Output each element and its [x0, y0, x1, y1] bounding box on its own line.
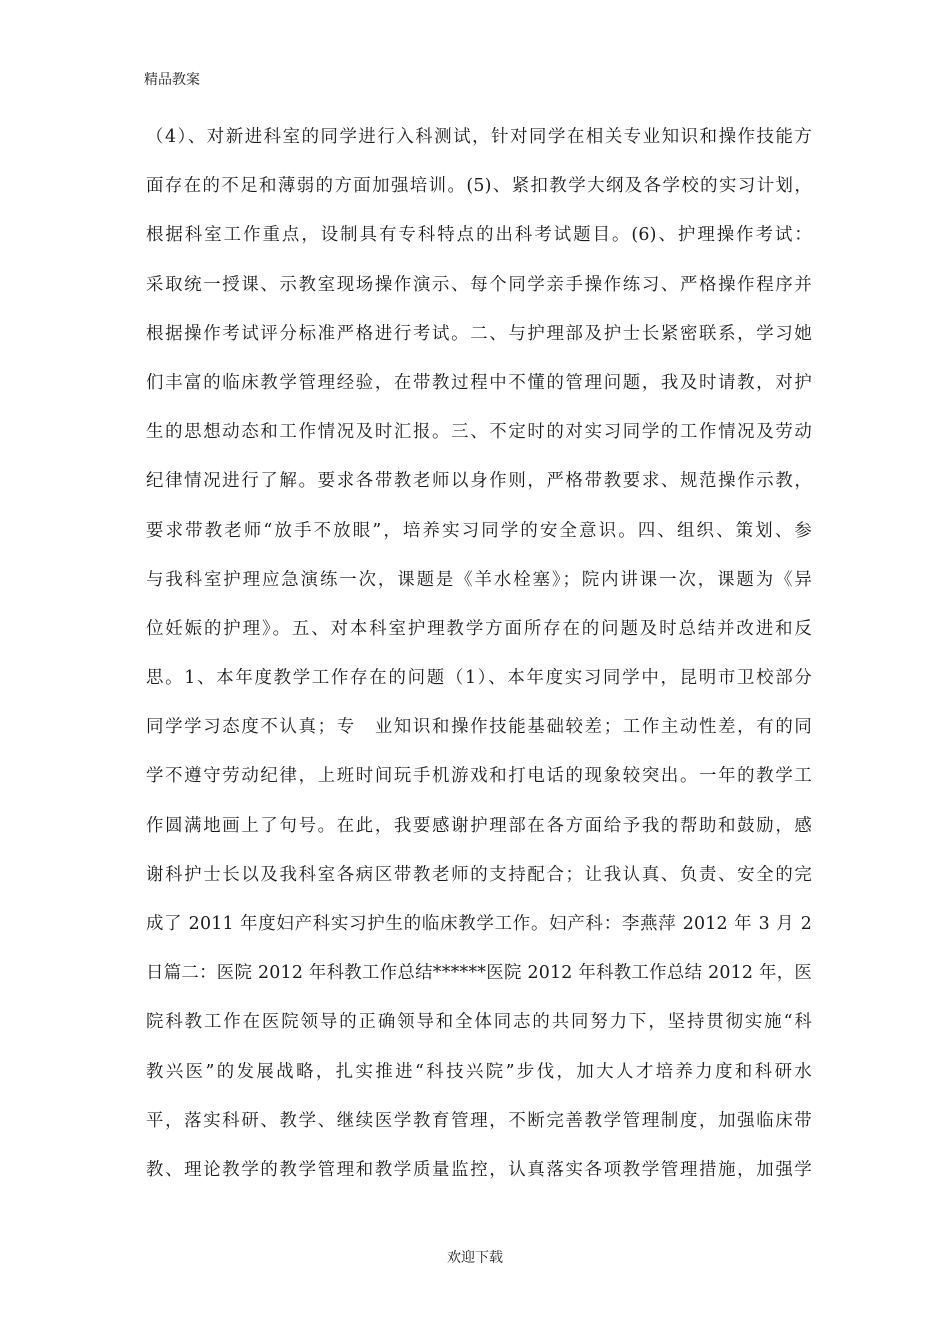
text-line: 作圆满地画上了句号。在此，我要感谢护理部在各方面给予我的帮助和鼓励，感: [146, 815, 812, 836]
document-body: [146, 121, 812, 1203]
text-line: 教兴医”的发展战略，扎实推进“科技兴院”步伐，加大人才培养力度和科研水: [146, 1061, 812, 1082]
text-line: 教、理论教学的教学管理和教学质量监控，认真落实各项教学管理措施，加强学: [146, 1159, 812, 1180]
page-footer: 欢迎下载: [447, 1250, 503, 1266]
text-line: 纪律情况进行了解。要求各带教老师以身作则，严格带教要求、规范操作示教，: [146, 471, 812, 492]
text-line: 谢科护士长以及我科室各病区带教老师的支持配合；让我认真、负责、安全的完: [146, 864, 812, 885]
text-line: 要求带教老师“放手不放眼”，培养实习同学的安全意识。四、组织、策划、参: [146, 520, 812, 541]
text-line: 平，落实科研、教学、继续医学教育管理，不断完善教学管理制度，加强临床带: [146, 1110, 812, 1131]
text-line: 位妊娠的护理》。五、对本科室护理教学方面所存在的问题及时总结并改进和反: [146, 618, 812, 639]
text-line: 成了 2011 年度妇产科实习护生的临床教学工作。妇产科：李燕萍 2012 年 3 月 2: [146, 914, 812, 934]
text-line: 院科教工作在医院领导的正确领导和全体同志的共同努力下，坚持贯彻实施“科: [146, 1012, 812, 1033]
text-line: 根据科室工作重点，设制具有专科特点的出科考试题目。(6)、护理操作考试：: [146, 225, 812, 246]
text-line: 生的思想动态和工作情况及时汇报。三、不定时的对实习同学的工作情况及劳动: [146, 422, 812, 443]
text-line: 与我科室护理应急演练一次，课题是《羊水栓塞》；院内讲课一次，课题为《异: [146, 569, 812, 590]
page-header: 精品教案: [144, 72, 200, 88]
text-line: 同学学习态度不认真；专 业知识和操作技能基础较差；工作主动性差，有的同: [146, 717, 812, 738]
text-line: （4）、对新进科室的同学进行入科测试，针对同学在相关专业知识和操作技能方: [146, 127, 812, 147]
text-line: 采取统一授课、示教室现场操作演示、每个同学亲手操作练习、严格操作程序并: [146, 274, 812, 295]
text-line: 根据操作考试评分标准严格进行考试。二、与护理部及护士长紧密联系，学习她: [146, 323, 812, 344]
text-line: 们丰富的临床教学管理经验，在带教过程中不懂的管理问题，我及时请教，对护: [146, 372, 812, 393]
text-line: 面存在的不足和薄弱的方面加强培训。(5)、紧扣教学大纲及各学校的实习计划，: [146, 176, 812, 197]
text-line: 学不遵守劳动纪律，上班时间玩手机游戏和打电话的现象较突出。一年的教学工: [146, 766, 812, 787]
text-line: 思。1、本年度教学工作存在的问题（1）、本年度实习同学中，昆明市卫校部分: [146, 668, 812, 689]
text-line: 日篇二：医院 2012 年科教工作总结******医院 2012 年科教工作总结 2012 年，医: [146, 963, 812, 984]
